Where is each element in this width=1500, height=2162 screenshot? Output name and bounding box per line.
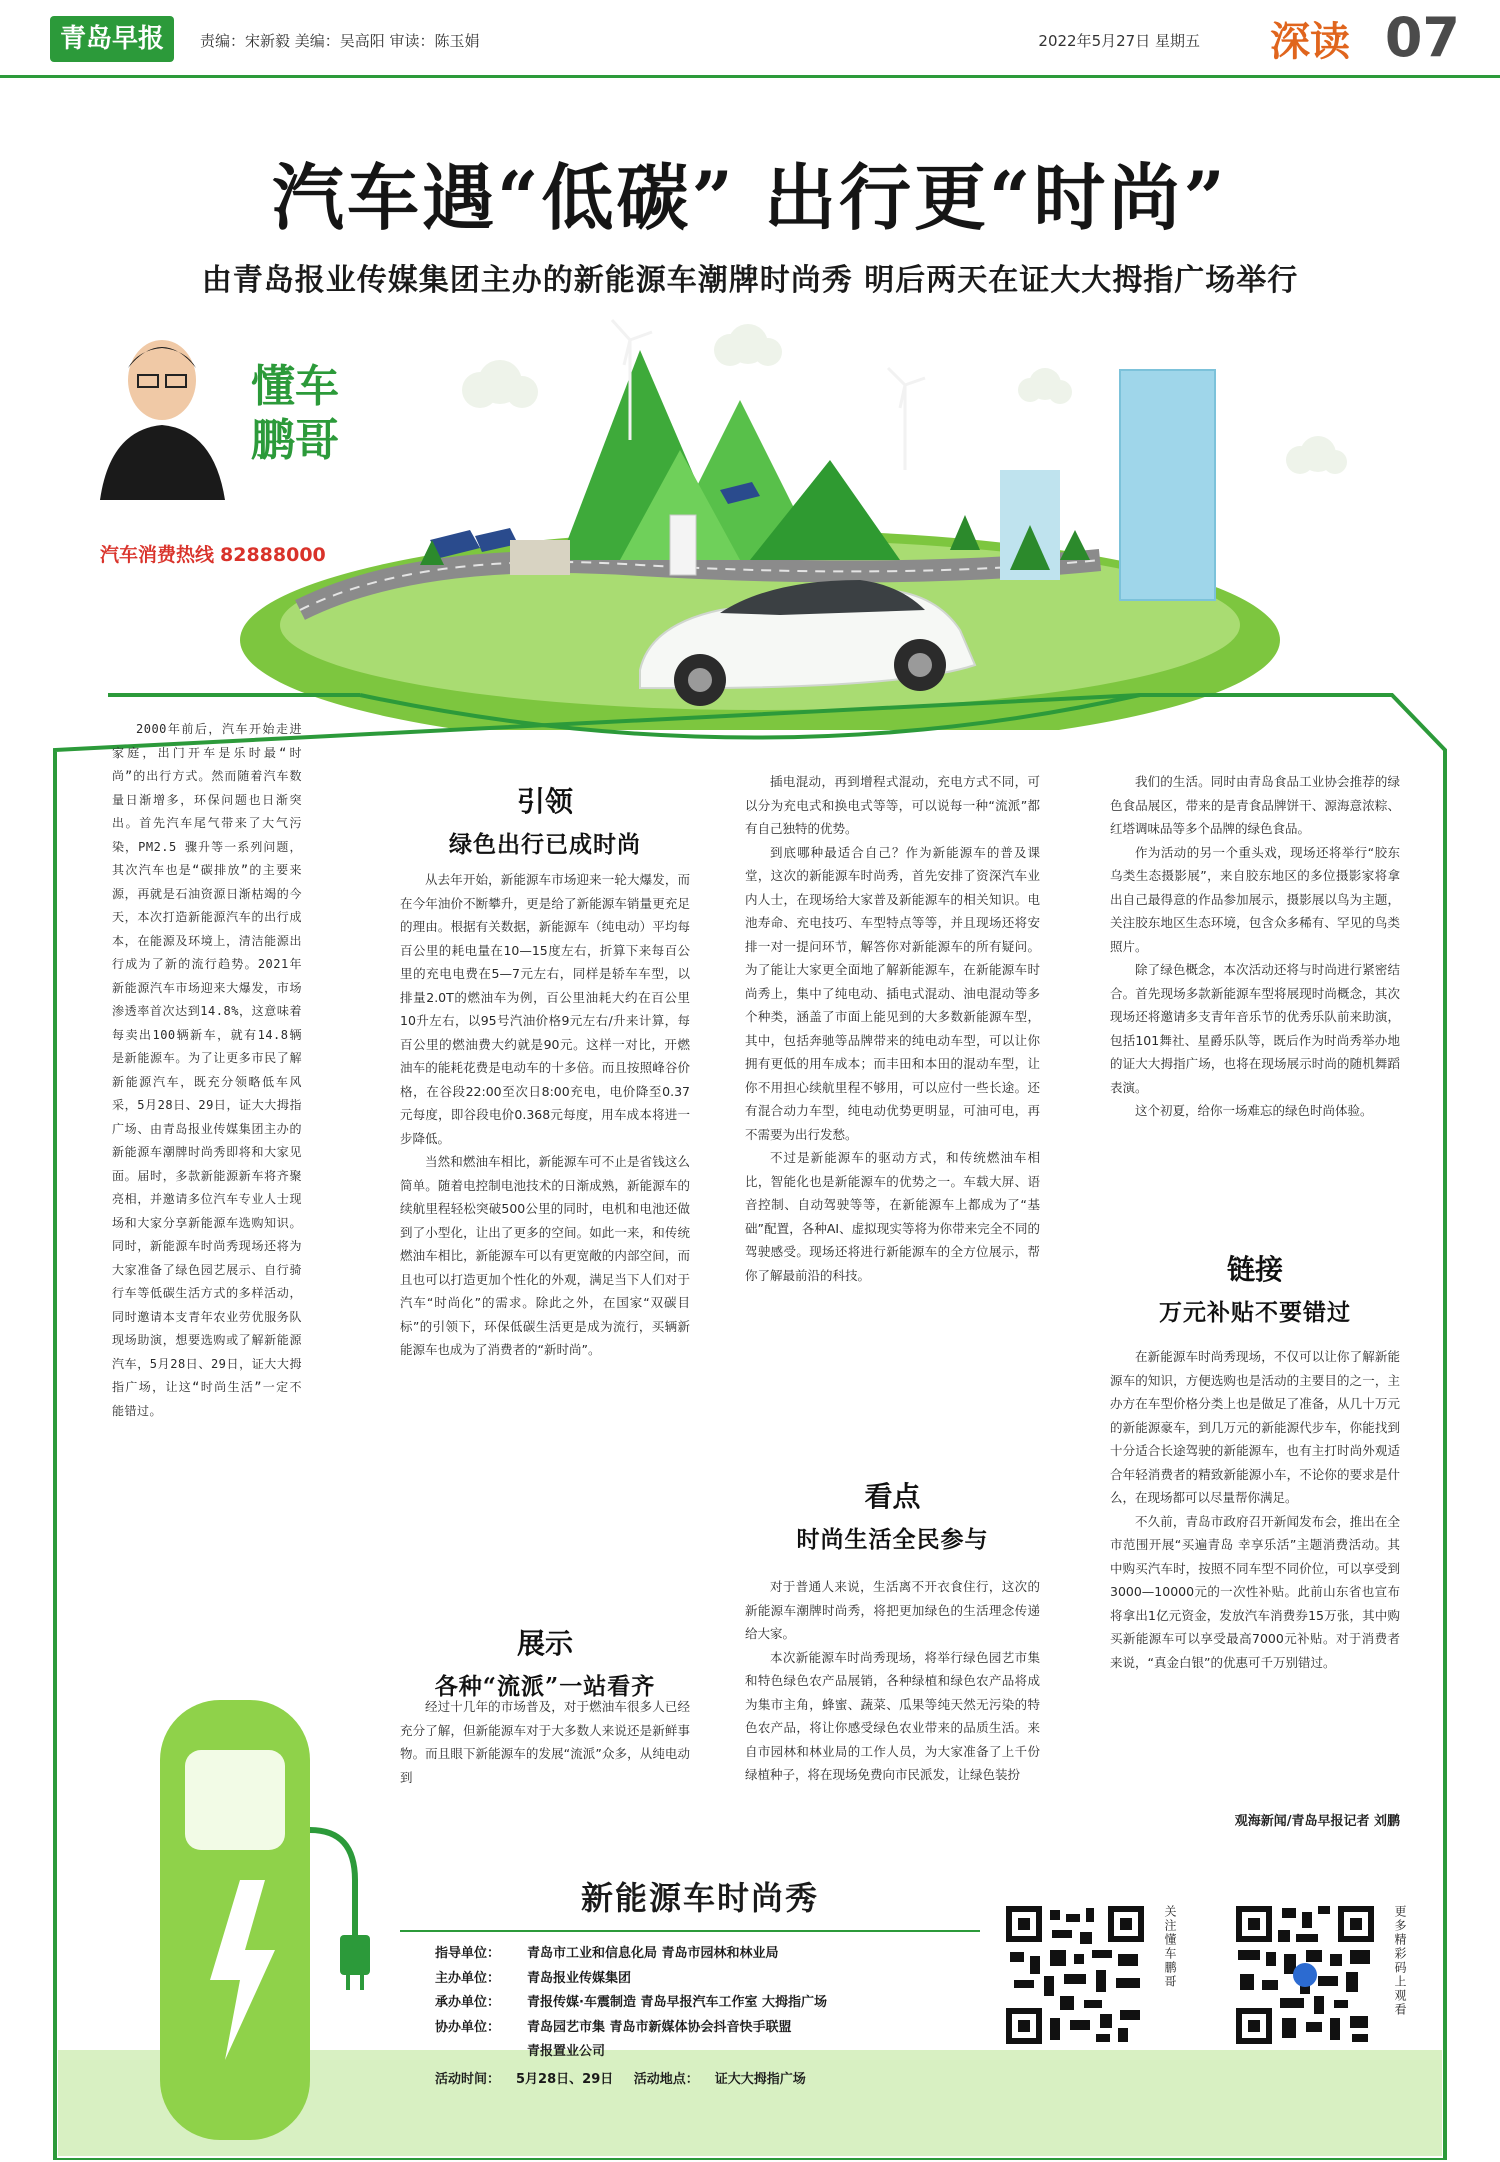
organizer-row xyxy=(435,1991,995,2016)
row-label: 承办单位： xyxy=(435,1995,501,2010)
hotline xyxy=(100,540,326,567)
masthead xyxy=(0,0,1500,78)
row-label: 协办单位： xyxy=(435,2019,501,2035)
paragraph: 从去年开始，新能源车市场迎来一轮大爆发，而在今年油价不断攀升，更是给了新能源车销量更充足的理由。根据有关数据，新能源车（纯电动）平均每百公里的耗电量在10—15度左右，折算下来每百公里的充电电费在5—7元左右，同样是轿车车型，以排量2.0T的燃油车为例，百公里油耗大约在百公里10升左右，以95号汽油价格9元左右/升来计算，每百公里的燃油费大约就是90元。这样一对比，开燃油车的能耗花费是电动车的十多倍。而且按照峰谷价格，在谷段22:00至次日8:00充电，电价降至0.37元每度，即谷段电价0.368元每度，用车成本将进一步降低。 xyxy=(400,872,690,1146)
qr-caption: 更多精彩码上观看 xyxy=(1393,1905,1407,2017)
article-column-3 xyxy=(745,770,1040,1287)
section-title: 引领 xyxy=(516,785,573,818)
paragraph: 不久前，青岛市政府召开新闻发布会，推出在全市范围开展“买遍青岛 幸享乐活”主题消费活动。其中购买汽车时，按照不同车型不同价位，可以享受到3000—10000元的一次性补贴。此前山东省也宣布将拿出1亿元资金，发放汽车消费券15万张，其中购买新能源车可以享受最高7000元补贴。对于消费者来说，“真金白银”的优惠可千万别错过。 xyxy=(1110,1513,1400,1670)
row-value: 青岛园艺市集 青岛市新媒体协会抖音快手联盟 xyxy=(527,2019,792,2035)
section-subtitle: 各种“流派”一站看齐 xyxy=(434,1673,656,1700)
qr-caption: 关注懂车鹏哥 xyxy=(1163,1905,1177,1989)
charging-station-icon xyxy=(140,1680,380,2140)
paragraph: 本次新能源车时尚秀现场，将举行绿色园艺市集和特色绿色农产品展销，各种绿植和绿色农产品将成为集市主角，蜂蜜、蔬菜、瓜果等纯天然无污染的特色农产品，将让你感受绿色农业带来的品质生活。来自市园林和林业局的工作人员，为大家准备了上千份绿植种子，将在现场免费向市民派发，让绿色装扮 xyxy=(745,1649,1040,1782)
event-organizers xyxy=(435,1942,995,2065)
section-heading-highlights xyxy=(745,1475,1040,1554)
article-column-2 xyxy=(400,868,690,1362)
paragraph: 我们的生活。同时由青岛食品工业协会推荐的绿色食品展区，带来的是青食品牌饼干、源海意浓粽、红塔调味品等多个品牌的绿色食品。 xyxy=(1110,774,1400,836)
section-subtitle: 万元补贴不要错过 xyxy=(1159,1299,1351,1326)
section-heading-link xyxy=(1110,1248,1400,1327)
article-column-2b xyxy=(400,1695,690,1789)
organizer-row xyxy=(435,2040,995,2065)
section-title: 展示 xyxy=(516,1627,573,1660)
article-column-3b xyxy=(745,1575,1040,1787)
paragraph: 当然和燃油车相比，新能源车可不止是省钱这么简单。随着电控制电池技术的日渐成熟，新能源车的续航里程轻松突破500公里的同时，电机和电池还做到了小型化，让出了更多的空间。如此一来，和传统燃油车相比，新能源车可以有更宽敞的内部空间，而且也可以打造更加个性化的外观，满足当下人们对于汽车“时尚化”的需求。除此之外，在国家“双碳目标”的引领下，环保低碳生活更是成为流行，买辆新能源车也成为了消费者的“新时尚”。 xyxy=(400,1154,690,1357)
divider xyxy=(400,1930,980,1932)
page-number: 07 xyxy=(1384,6,1460,69)
section-name: 深读 xyxy=(1270,19,1350,65)
row-value: 青岛报业传媒集团 xyxy=(527,1970,632,1986)
newspaper-logo: 青岛早报 xyxy=(50,16,174,62)
qr-code-icon[interactable] xyxy=(1230,1900,1380,2050)
subheadline: 由青岛报业传媒集团主办的新能源车潮牌时尚秀 明后两天在证大大拇指广场举行 xyxy=(201,263,1299,298)
headline: 汽车遇“低碳” 出行更“时尚” xyxy=(272,155,1228,240)
row-value: 青岛市工业和信息化局 青岛市园林和林业局 xyxy=(527,1946,779,1961)
byline: 观海新闻/青岛早报记者 刘鹏 xyxy=(1234,1814,1400,1829)
place-value: 证大大拇指广场 xyxy=(714,2072,806,2087)
publication-date: 2022年5月27日 星期五 xyxy=(1038,32,1200,50)
hotline-label: 汽车消费热线 xyxy=(100,544,215,566)
paragraph: 除了绿色概念，本次活动还将与时尚进行紧密结合。首先现场多款新能源车型将展现时尚概念，其次现场还将邀请多支青年音乐节的优秀乐队前来助演，包括101舞社、星爵乐队等，既后作为时尚秀举办地的证大大拇指广场，也将在现场展示时尚的随机舞蹈表演。 xyxy=(1110,962,1400,1095)
organizer-row xyxy=(435,1967,995,1992)
row-label: 主办单位： xyxy=(435,1970,501,1986)
section-heading-display xyxy=(400,1622,690,1701)
qr-code-icon[interactable] xyxy=(1000,1900,1150,2050)
paragraph: 对于普通人来说，生活离不开衣食住行，这次的新能源车潮牌时尚秀，将把更加绿色的生活理念传递给大家。 xyxy=(745,1579,1040,1641)
organizer-row xyxy=(435,2016,995,2041)
editors-line: 责编：宋新毅 美编：吴高阳 审读：陈玉娟 xyxy=(200,32,480,50)
event-time-place xyxy=(435,2068,822,2087)
column-title: 懂车鹏哥 xyxy=(251,361,339,466)
author-box xyxy=(90,320,370,570)
author-avatar xyxy=(90,320,235,500)
intro-paragraph: 2000年前后，汽车开始走进家庭，出门开车是乐时最“时尚”的出行方式。然而随着汽车数量日渐增多，环保问题也日渐突出。首先汽车尾气带来了大气污染，PM2.5 骤升等一系列问题，其次汽车也是“碳排放”的主要来源，再就是石油资源日渐枯竭的今天，本次打造新能源汽车的出行成本，在能源及环境上，清洁能源出行成为了新的流行趋势。2021年新能源汽车市场迎来大爆发，市场渗透率首次达到14.8%，这意味着每卖出100辆新车，就有14.8辆是新能源车。为了让更多市民了解新能源汽车，既充分领略低车风采，5月28日、29日，证大大拇指广场、由青岛报业传媒集团主办的新能源车潮牌时尚秀即将和大家见面。届时，多款新能源新车将齐聚亮相，并邀请多位汽车专业人士现场和大家分享新能源车选购知识。同时，新能源车时尚秀现场还将为大家准备了绿色园艺展示、自行骑行车等低碳生活方式的多样活动，同时邀请本支青年农业劳优服务队现场助演，想要选购或了解新能源汽车，5月28日、29日，证大大拇指广场，让这“时尚生活”一定不能错过。 xyxy=(112,722,302,1418)
section-title: 链接 xyxy=(1226,1253,1283,1286)
article-intro-column xyxy=(112,718,302,1423)
article-column-4b xyxy=(1110,1345,1400,1674)
article-column-4 xyxy=(1110,770,1400,1123)
paragraph: 在新能源车时尚秀现场，不仅可以让你了解新能源车的知识，方便选购也是活动的主要目的之一，主办方在车型价格分类上也是做足了准备，从几十万元的新能源豪车，到几万元的新能源代步车，你能找到十分适合长途驾驶的新能源车，也有主打时尚外观适合年轻消费者的精致新能源小车，不论你的要求是什么，在现场都可以尽量帮你满足。 xyxy=(1110,1349,1400,1505)
row-label: 指导单位： xyxy=(435,1946,501,1961)
time-label: 活动时间： xyxy=(435,2072,501,2087)
event-title: 新能源车时尚秀 xyxy=(580,1879,819,1917)
place-label: 活动地点： xyxy=(633,2072,699,2087)
section-heading-lead xyxy=(400,780,690,859)
paragraph: 这个初夏，给你一场难忘的绿色时尚体验。 xyxy=(1135,1103,1373,1118)
paragraph: 经过十几年的市场普及，对于燃油车很多人已经充分了解，但新能源车对于大多数人来说还是新鲜事物。而且眼下新能源车的发展“流派”众多，从纯电动到 xyxy=(400,1699,690,1785)
hotline-number: 82888000 xyxy=(220,544,326,566)
section-subtitle: 时尚生活全民参与 xyxy=(796,1526,989,1553)
row-value: 青报置业公司 xyxy=(527,2044,606,2059)
paragraph: 不过是新能源车的驱动方式，和传统燃油车相比，智能化也是新能源车的优势之一。车载大屏、语音控制、自动驾驶等等，在新能源车上都成为了“基础”配置，各种AI、虚拟现实等将为你带来完全不同的驾驶感受。现场还将进行新能源车的全方位展示，帮你了解最前沿的科技。 xyxy=(745,1150,1040,1283)
paragraph: 作为活动的另一个重头戏，现场还将举行“胶东乌类生态摄影展”，来自胶东地区的多位摄影家将拿出自己最得意的作品参加展示，摄影展以鸟为主题，关注胶东地区生态环境，包含众多稀有、罕见的鸟类照片。 xyxy=(1110,844,1400,954)
section-title: 看点 xyxy=(864,1480,921,1513)
paragraph: 插电混动，再到增程式混动，充电方式不同，可以分为充电式和换电式等等，可以说每一种“流派”都有自己独特的优势。 xyxy=(745,774,1040,836)
organizer-row xyxy=(435,1942,995,1967)
time-value: 5月28日、29日 xyxy=(516,2072,614,2087)
row-value: 青报传媒·车震制造 青岛早报汽车工作室 大拇指广场 xyxy=(527,1995,827,2010)
section-subtitle: 绿色出行已成时尚 xyxy=(449,831,641,858)
paragraph: 到底哪种最适合自己？作为新能源车的普及课堂，这次的新能源车时尚秀，首先安排了资深汽车业内人士，在现场给大家普及新能源车的相关知识。电池寿命、充电技巧、车型特点等等，并且现场还将安排一对一提问环节，解答你对新能源车的所有疑问。为了能让大家更全面地了解新能源车，在新能源车时尚秀上，集中了纯电动、插电式混动、油电混动等多个种类，涵盖了市面上能见到的大多数新能源车型，其中，包括奔驰等品牌带来的纯电动车型，可以让你拥有更低的用车成本；而丰田和本田的混动车型，让你不用担心续航里程不够用，可以应付一些长途。还有混合动力车型，纯电动优势更明显，可油可电，再不需要为出行发愁。 xyxy=(745,844,1040,1142)
